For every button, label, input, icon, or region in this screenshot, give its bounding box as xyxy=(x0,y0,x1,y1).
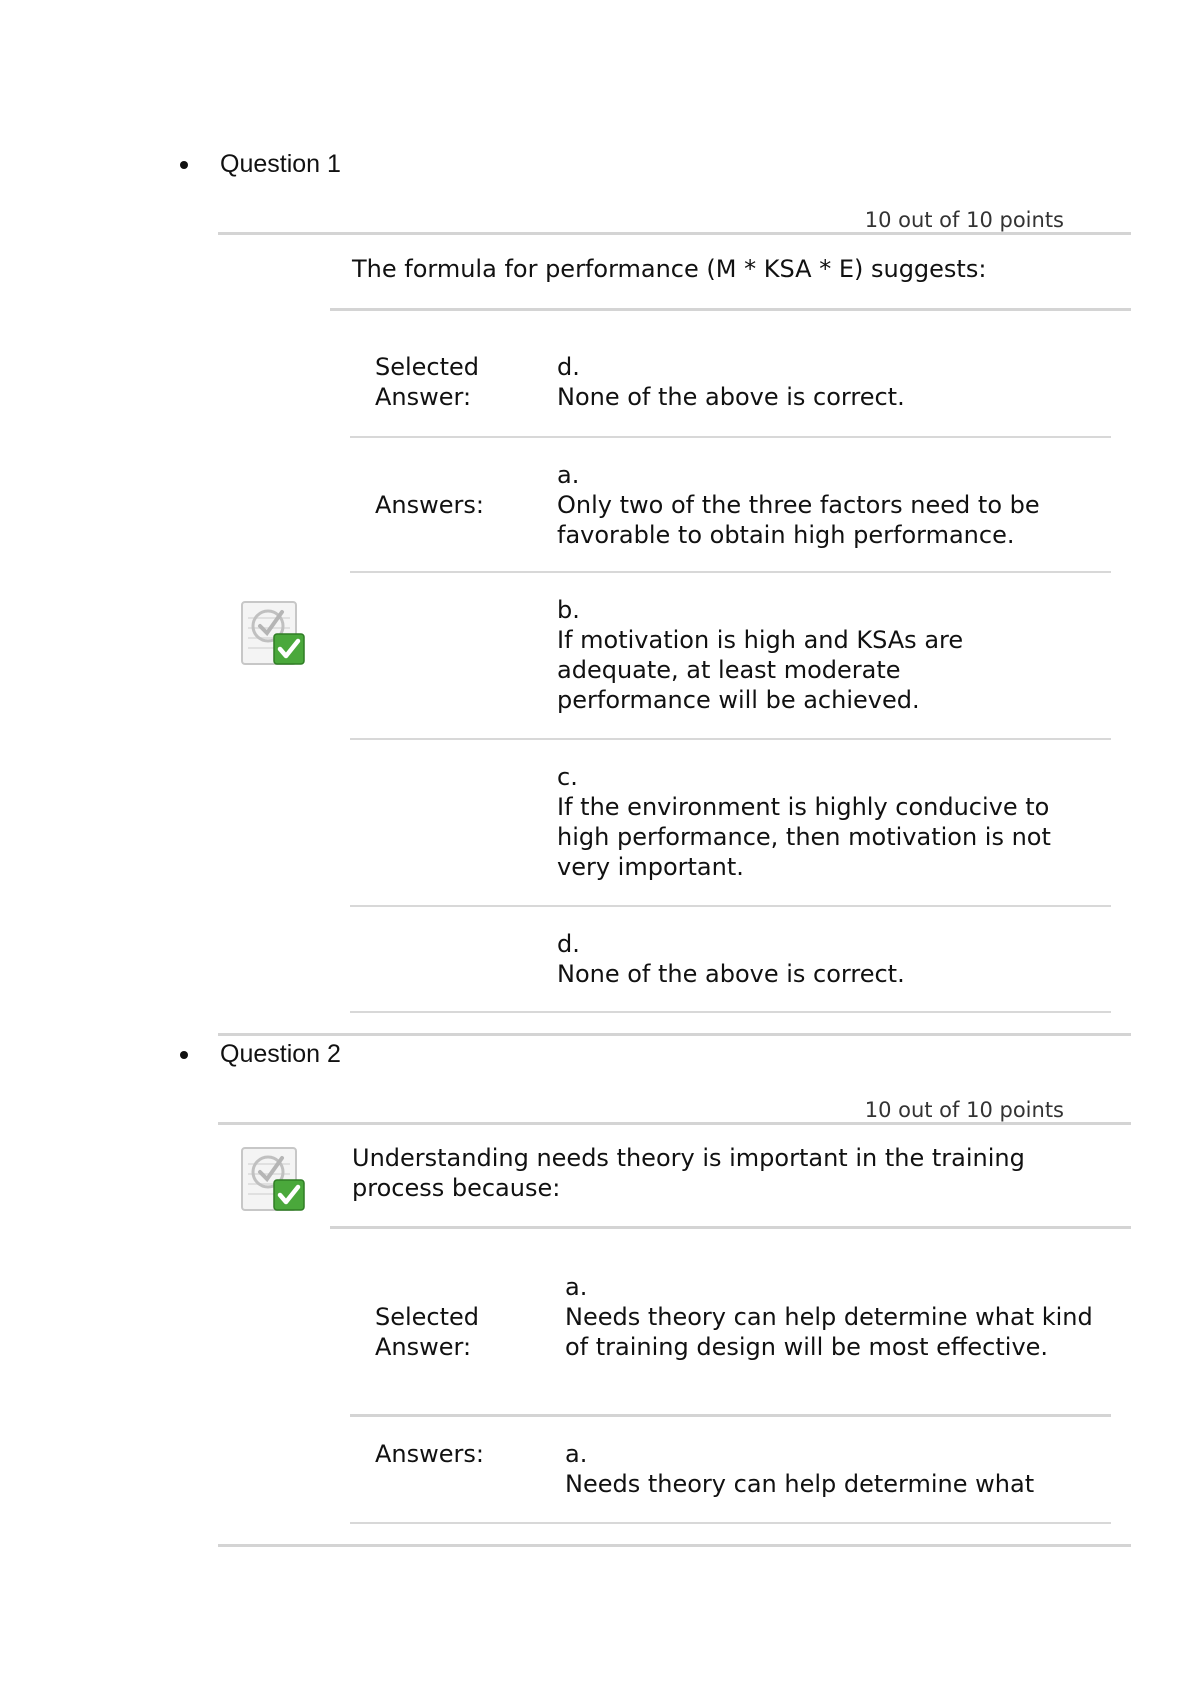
selected-answer xyxy=(557,352,1102,412)
question-text: Understanding needs theory is important in the training process because: xyxy=(352,1144,1025,1202)
divider xyxy=(330,1226,1131,1229)
bullet-icon xyxy=(180,1051,188,1059)
answer-text: Needs theory can help determine what xyxy=(565,1470,1035,1498)
question-title: Question 1 xyxy=(220,150,341,178)
divider xyxy=(350,1522,1111,1524)
selected-answer-label: Selected Answer: xyxy=(375,1303,480,1361)
selected-answer xyxy=(565,1272,1110,1362)
answer-letter: c. xyxy=(557,763,578,791)
divider xyxy=(350,571,1111,573)
answer-option-a xyxy=(557,460,1102,550)
divider xyxy=(350,905,1111,907)
divider xyxy=(350,1414,1111,1417)
answer-letter: b. xyxy=(557,596,580,624)
divider xyxy=(350,1011,1111,1013)
answer-letter: a. xyxy=(565,1440,588,1468)
answer-letter: d. xyxy=(557,930,580,958)
selected-answer-label: Selected Answer: xyxy=(375,353,480,411)
answers-label: Answers: xyxy=(375,1440,484,1468)
answer-option-a xyxy=(565,1439,1110,1499)
correct-check-icon xyxy=(240,598,310,668)
answer-option-c xyxy=(557,762,1102,882)
divider xyxy=(330,308,1131,311)
question-title: Question 2 xyxy=(220,1040,341,1068)
question-points: 10 out of 10 points xyxy=(864,208,1064,232)
answer-text: None of the above is correct. xyxy=(557,960,905,988)
divider xyxy=(218,1122,1131,1125)
selected-answer-letter: d. xyxy=(557,353,580,381)
divider xyxy=(218,1544,1131,1547)
selected-answer-text: None of the above is correct. xyxy=(557,383,905,411)
answer-option-d xyxy=(557,929,1102,989)
answer-option-b xyxy=(557,595,1102,715)
selected-answer-text: Needs theory can help determine what kind of training design will be most effective. xyxy=(565,1303,1093,1361)
answer-text: If the environment is highly conducive to high performance, then motivation is not very important. xyxy=(557,793,1051,881)
question-text: The formula for performance (M * KSA * E) suggests: xyxy=(352,255,987,283)
divider xyxy=(218,1033,1131,1036)
divider xyxy=(350,436,1111,438)
bullet-icon xyxy=(180,161,188,169)
divider xyxy=(218,232,1131,235)
answer-text: Only two of the three factors need to be favorable to obtain high performance. xyxy=(557,491,1040,549)
answer-letter: a. xyxy=(557,461,580,489)
answers-label: Answers: xyxy=(375,491,484,519)
selected-answer-letter: a. xyxy=(565,1273,588,1301)
divider xyxy=(350,738,1111,740)
question-points: 10 out of 10 points xyxy=(864,1098,1064,1122)
correct-check-icon xyxy=(240,1144,310,1214)
answer-text: If motivation is high and KSAs are adequate, at least moderate performance will be achieved. xyxy=(557,626,964,714)
